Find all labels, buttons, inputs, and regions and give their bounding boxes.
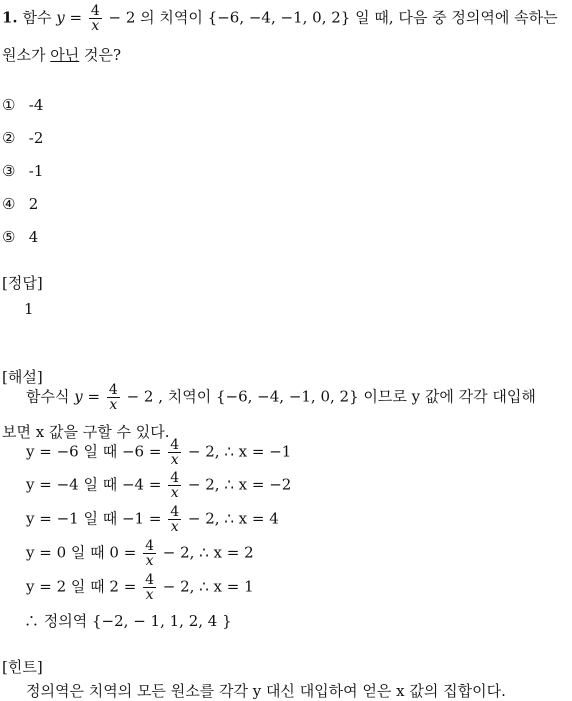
explanation-step-3	[26, 505, 279, 534]
step-left: y = 0 일 때 0 =	[26, 543, 137, 562]
fraction-denominator: x	[109, 397, 118, 413]
option-value: 2	[28, 195, 39, 213]
explanation-line1-rest: − 2 , 치역이 {−6, −4, −1, 0, 2} 이므로 y 값에 각각 대입해	[126, 387, 536, 406]
option-marker: ④	[2, 195, 16, 213]
explanation-conclusion: ∴ 정의역 {−2, − 1, 1, 2, 4 }	[24, 612, 232, 630]
fraction-denominator: x	[170, 452, 179, 468]
fraction-numerator: 4	[170, 470, 180, 486]
fraction-numerator: 4	[145, 538, 154, 554]
fraction-numerator: 4	[170, 437, 180, 453]
step-right: − 2, ∴ x = 4	[187, 509, 279, 528]
question-fn-lhs: y =	[56, 8, 83, 27]
step-right: − 2, ∴ x = 1	[162, 577, 254, 596]
explanation-step-5	[26, 573, 254, 602]
explanation-fn-lhs: y =	[74, 387, 101, 406]
step-fraction	[143, 539, 156, 568]
question-fraction	[89, 4, 102, 33]
step-right: − 2, ∴ x = −2	[187, 475, 292, 494]
option-3[interactable]	[2, 162, 43, 180]
fraction-numerator: 4	[145, 572, 154, 588]
hint-heading: [힌트]	[2, 658, 43, 676]
fraction-denominator: x	[145, 587, 154, 603]
explanation-fraction	[107, 383, 120, 412]
question-line2-pre: 원소가	[2, 46, 46, 64]
option-4[interactable]	[2, 195, 38, 213]
question-prefix: 함수	[22, 8, 52, 27]
option-value: -1	[28, 162, 44, 180]
question-line2-post: 것은?	[84, 46, 122, 64]
explanation-step-1	[26, 438, 291, 467]
step-left: y = −6 일 때 −6 =	[26, 442, 162, 461]
explanation-prefix: 함수식	[26, 387, 70, 406]
fraction-denominator: x	[145, 553, 154, 569]
question-line-2	[2, 44, 121, 65]
fraction-numerator: 4	[90, 3, 100, 19]
question-line-1	[2, 4, 558, 33]
explanation-step-2	[26, 471, 291, 500]
option-2[interactable]	[2, 129, 43, 147]
explanation-step-4	[26, 539, 254, 568]
fraction-denominator: x	[170, 485, 179, 501]
step-fraction	[168, 438, 181, 467]
option-marker: ①	[2, 96, 16, 114]
fraction-numerator: 4	[108, 382, 118, 398]
hint-text: 정의역은 치역의 모든 원소를 각각 y 대신 대입하여 얻은 x 값의 집합이다.	[26, 682, 506, 700]
step-fraction	[168, 505, 181, 534]
step-right: − 2, ∴ x = 2	[162, 543, 254, 562]
question-fn-rest: − 2 의 치역이 {−6, −4, −1, 0, 2} 일 때, 다음 중 정의역에 속하는	[108, 8, 558, 27]
step-right: − 2, ∴ x = −1	[187, 442, 292, 461]
fraction-numerator: 4	[170, 504, 180, 520]
fraction-denominator: x	[91, 18, 100, 34]
explanation-heading: [해설]	[2, 368, 43, 386]
question-number: 1.	[2, 8, 18, 27]
question-underlined-word: 아닌	[50, 46, 80, 64]
answer-value: 1	[24, 300, 34, 318]
step-left: y = 2 일 때 2 =	[26, 577, 137, 596]
option-value: 4	[28, 228, 39, 246]
explanation-line-1	[26, 383, 536, 412]
step-left: y = −4 일 때 −4 =	[26, 475, 162, 494]
option-marker: ⑤	[2, 228, 16, 246]
answer-heading: [정답]	[2, 274, 43, 292]
option-marker: ③	[2, 162, 16, 180]
option-value: -2	[28, 129, 44, 147]
step-fraction	[143, 573, 156, 602]
step-fraction	[168, 471, 181, 500]
step-left: y = −1 일 때 −1 =	[26, 509, 162, 528]
option-5[interactable]	[2, 228, 38, 246]
explanation-line-2: 보면 x 값을 구할 수 있다.	[2, 423, 170, 441]
fraction-denominator: x	[170, 519, 179, 535]
option-marker: ②	[2, 129, 16, 147]
option-value: -4	[28, 96, 44, 114]
option-1[interactable]	[2, 96, 43, 114]
